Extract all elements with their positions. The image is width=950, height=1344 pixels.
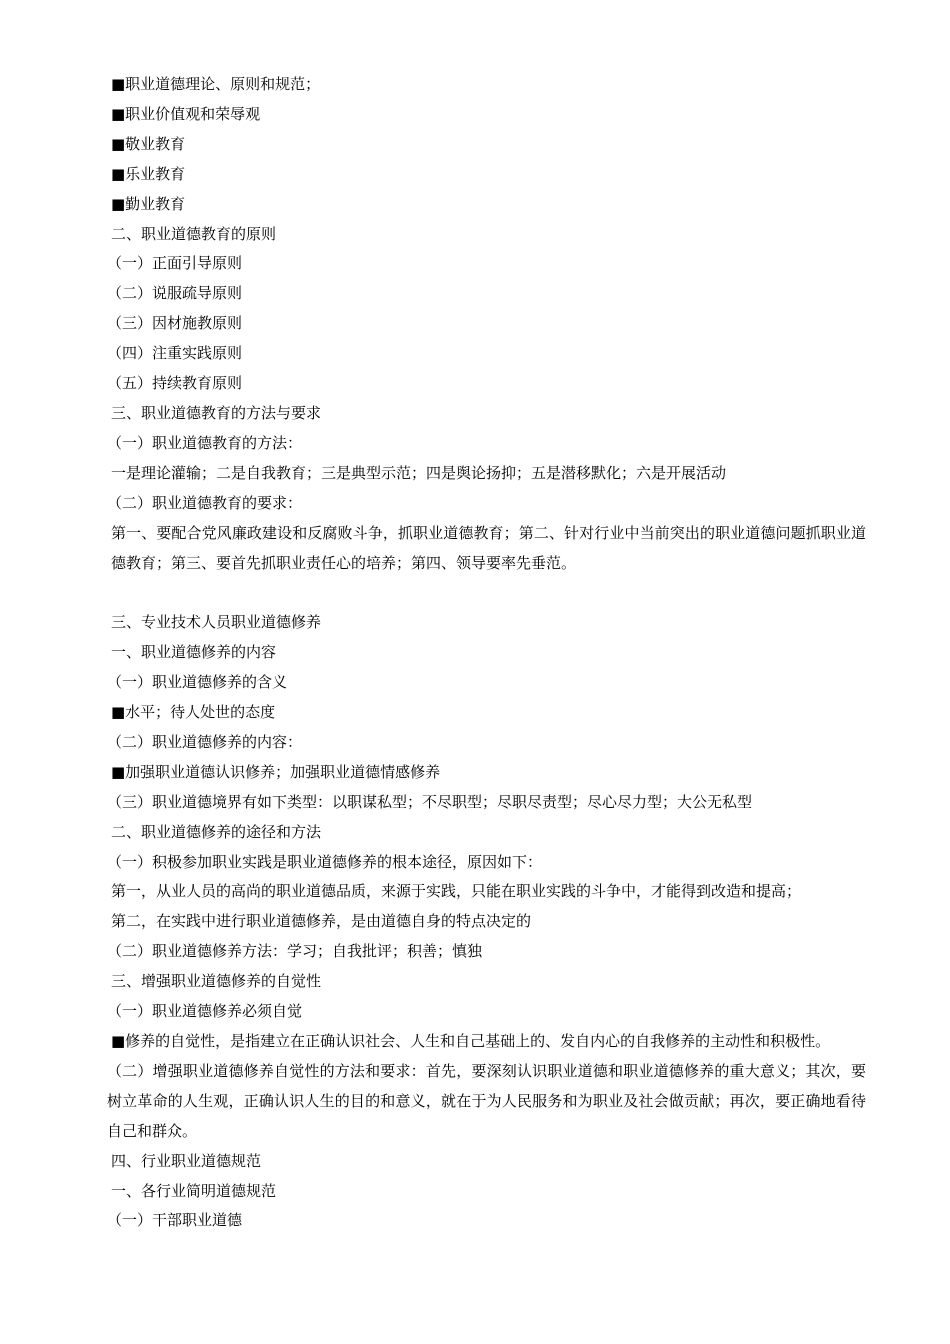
sub-item: （二）说服疏导原则 (107, 284, 243, 303)
bullet-item: ■职业价值观和荣辱观 (111, 104, 261, 123)
sub-item: （一）正面引导原则 (107, 254, 243, 273)
body-line: 一是理论灌输；二是自我教育；三是典型示范；四是舆论扬抑；五是潜移默化；六是开展活动 (111, 463, 727, 482)
sub-item: （三）职业道德境界有如下类型：以职谋私型；不尽职型；尽职尽责型；尽心尽力型；大公无私型 (107, 792, 753, 811)
body-paragraph: 第一、要配合党风廉政建设和反腐败斗争，抓职业道德教育；第二、针对行业中当前突出的职业道德问题抓职业道德教育；第三、要首先抓职业责任心的培养；第四、领导要率先垂范。 (111, 523, 866, 572)
sub-item: （三）因材施教原则 (107, 314, 243, 333)
document-page (107, 70, 866, 1236)
section-heading: 三、职业道德教育的方法与要求 (111, 403, 322, 422)
sub-item: （二）职业道德修养的内容： (107, 732, 303, 751)
sub-item: （四）注重实践原则 (107, 344, 243, 363)
bullet-item: ■职业道德理论、原则和规范； (111, 75, 321, 93)
sub-item: （一）干部职业道德 (107, 1211, 243, 1230)
bullet-paragraph: ■修养的自觉性，是指建立在正确认识社会、人生和自己基础上的、发自内心的自我修养的主动性和积极性。 (111, 1031, 831, 1050)
section-heading: 三、增强职业道德修养的自觉性 (111, 972, 322, 991)
bullet-item: ■加强职业道德认识修养；加强职业道德情感修养 (111, 762, 441, 781)
sub-item: （一）积极参加职业实践是职业道德修养的根本途径，原因如下： (107, 852, 543, 871)
sub-item: （二）职业道德教育的要求： (107, 493, 303, 512)
section-heading: 二、职业道德教育的原则 (111, 224, 277, 243)
bullet-item: ■水平；待人处世的态度 (111, 703, 276, 722)
bullet-item: ■乐业教育 (111, 164, 186, 183)
sub-item: （一）职业道德修养必须自觉 (107, 1002, 303, 1021)
section-heading: 二、职业道德修养的途径和方法 (111, 822, 322, 841)
body-line: 第二，在实践中进行职业道德修养，是由道德自身的特点决定的 (111, 912, 532, 931)
section-heading: 一、职业道德修养的内容 (111, 643, 277, 662)
chapter-heading: 三、专业技术人员职业道德修养 (111, 613, 322, 632)
sub-item: （二）职业道德修养方法：学习；自我批评；积善；慎独 (107, 942, 483, 961)
sub-item: （一）职业道德教育的方法： (107, 433, 303, 452)
sub-item: （五）持续教育原则 (107, 374, 243, 393)
bullet-item: ■敬业教育 (111, 134, 186, 153)
bullet-item: ■勤业教育 (111, 194, 186, 213)
blank-line (111, 578, 866, 608)
chapter-heading: 四、行业职业道德规范 (111, 1151, 262, 1170)
body-line: 第一，从业人员的高尚的职业道德品质，来源于实践，只能在职业实践的斗争中，才能得到改造和提高； (111, 882, 802, 901)
section-heading: 一、各行业简明道德规范 (111, 1181, 277, 1200)
sub-item: （一）职业道德修养的含义 (107, 673, 288, 692)
sub-item-paragraph: （二）增强职业道德修养自觉性的方法和要求：首先，要深刻认识职业道德和职业道德修养的重大意义；其次，要树立革命的人生观，正确认识人生的目的和意义，就在于为人民服务和为职业及社会做贡献；再次，要正确地看待自己和群众。 (107, 1061, 866, 1140)
